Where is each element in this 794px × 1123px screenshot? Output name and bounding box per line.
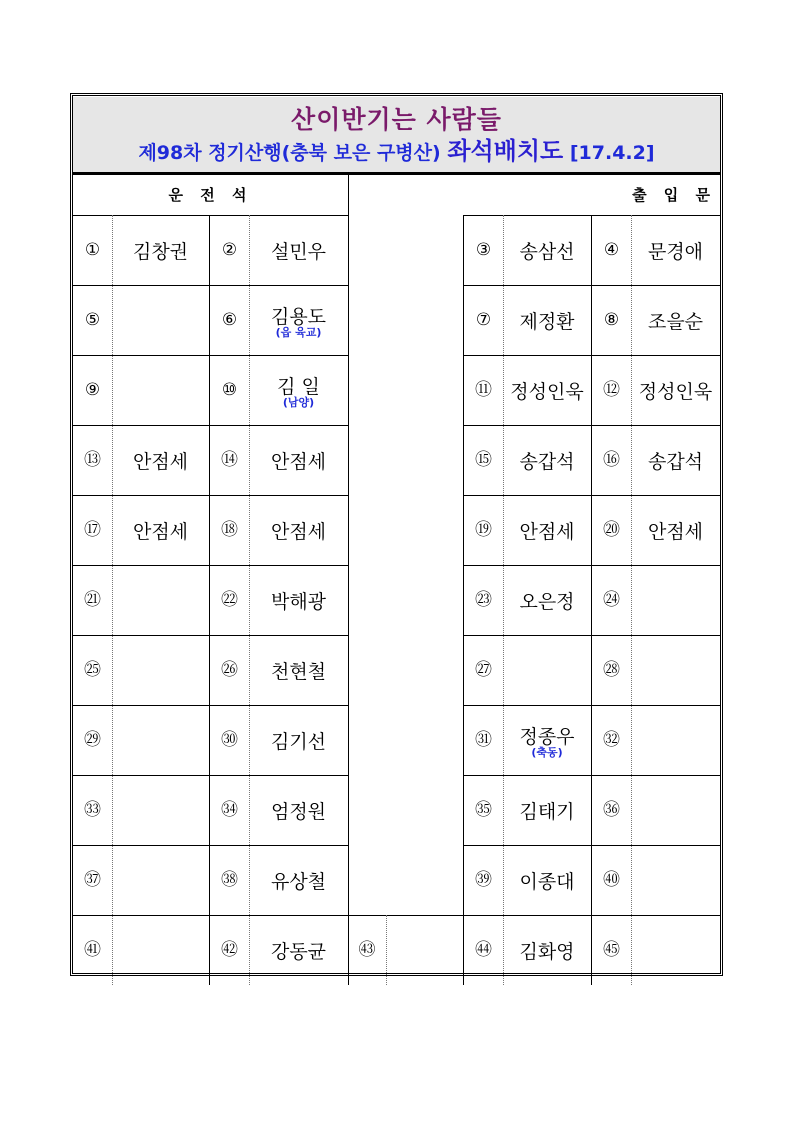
seat-number: ④: [603, 240, 620, 260]
passenger-name: 김기선: [270, 730, 327, 753]
entrance-door-label: 출 입 문: [632, 186, 716, 204]
passenger-name: 안점세: [132, 450, 189, 473]
passenger-name: 송갑석: [647, 450, 704, 473]
seat-cell: [112, 355, 209, 425]
seat-cell: [249, 215, 348, 285]
seat-cell: [249, 565, 348, 635]
chart-header: [73, 97, 720, 174]
seat-number: ㊳: [221, 870, 238, 890]
seat-cell: [503, 775, 591, 845]
seat-number: ㉕: [84, 660, 101, 680]
seat-number: ㊸: [358, 940, 376, 960]
header-divider: [73, 174, 720, 175]
seat-cell: [631, 355, 720, 425]
seat-cell: [631, 425, 720, 495]
seat-number: ㉟: [475, 800, 492, 820]
seat-number: ⑤: [84, 310, 101, 330]
club-title: 산이반기는 사람들: [291, 105, 502, 134]
seat-cell: [503, 845, 591, 915]
passenger-name: 안점세: [270, 450, 327, 473]
seat-cell: [249, 425, 348, 495]
pickup-location-note: (남양): [282, 395, 315, 409]
seat-number: ㉛: [475, 730, 492, 750]
seat-number: ③: [475, 240, 492, 260]
seat-cell: [631, 495, 720, 565]
seat-cell: [631, 215, 720, 285]
passenger-name: 안점세: [519, 520, 575, 543]
seat-cell: [503, 425, 591, 495]
seat-cell: [503, 285, 591, 355]
seat-cell: [112, 845, 209, 915]
seat-cell: [503, 215, 591, 285]
seat-number: ㉖: [221, 660, 238, 680]
seat-cell: [249, 635, 348, 705]
aisle-left-border: [348, 174, 349, 985]
passenger-name: 김창권: [132, 240, 189, 263]
seat-number: ㊹: [475, 940, 492, 960]
seat-number: ㉞: [221, 800, 238, 820]
seat-number: ⑭: [221, 450, 238, 470]
seat-cell: [112, 495, 209, 565]
seat-cell: [112, 285, 209, 355]
driver-seat-label: 운 전 석: [168, 186, 253, 204]
seat-number: ㊶: [84, 940, 101, 960]
seat-number: ㊱: [603, 800, 620, 820]
passenger-name: 김태기: [519, 800, 575, 823]
seat-number: ㊺: [603, 940, 620, 960]
seat-cell: [503, 635, 591, 705]
seat-number: ㊵: [603, 870, 620, 890]
seat-number: ⑱: [221, 520, 238, 540]
passenger-name: 안점세: [270, 520, 327, 543]
seat-cell: [112, 215, 209, 285]
passenger-name: 정성인욱: [510, 380, 584, 403]
seat-number: ㊴: [475, 870, 492, 890]
pickup-location-note: (읍 육교): [275, 325, 322, 339]
seat-number: ㉑: [84, 590, 101, 610]
seat-cell: [249, 915, 348, 985]
seat-cell: [249, 355, 348, 425]
seat-number: ⑲: [475, 520, 492, 540]
seat-number: ⑳: [603, 520, 620, 540]
passenger-name: 송삼선: [519, 240, 575, 263]
seat-number: ⑦: [475, 310, 492, 330]
seat-cell: [249, 285, 348, 355]
seat-number: ⑯: [603, 450, 620, 470]
seat-cell: [112, 565, 209, 635]
seating-chart-label: 좌석배치도: [447, 137, 564, 165]
seat-number: ㉝: [84, 800, 101, 820]
seat-number: ⑩: [221, 380, 238, 400]
passenger-name: 김 일: [277, 375, 320, 398]
passenger-name: 오은정: [519, 590, 575, 613]
seat-number: ⑬: [84, 450, 101, 470]
seat-number: ㊲: [84, 870, 101, 890]
passenger-name: 설민우: [270, 240, 327, 263]
seat-number: ①: [84, 240, 101, 260]
seat-cell: [631, 285, 720, 355]
passenger-name: 안점세: [647, 520, 704, 543]
passenger-name: 김화영: [519, 940, 575, 963]
passenger-name: 김용도: [270, 305, 327, 328]
seat-number: ②: [221, 240, 238, 260]
seat-cell: [631, 775, 720, 845]
seat-cell: [631, 705, 720, 775]
seat-cell: [249, 775, 348, 845]
passenger-name: 이종대: [519, 870, 575, 893]
seat-number: ⑮: [475, 450, 492, 470]
seat-cell: [503, 495, 591, 565]
seat-number: ⑧: [603, 310, 620, 330]
seat-number: ㊷: [221, 940, 238, 960]
event-name: 제98차 정기산행(충북 보은 구병산): [138, 142, 448, 164]
seat-cell: [112, 775, 209, 845]
seat-cell: [631, 845, 720, 915]
seat-number: ⑰: [84, 520, 101, 540]
seat-number: ㉗: [475, 660, 492, 680]
passenger-name: 안점세: [132, 520, 189, 543]
passenger-name: 조을순: [647, 310, 704, 333]
seat-number: ㉔: [603, 590, 620, 610]
seat-cell: [631, 565, 720, 635]
seat-cell: [503, 915, 591, 985]
passenger-name: 정종우: [519, 725, 575, 748]
seat-number: ⑨: [84, 380, 101, 400]
pickup-location-note: (축동): [531, 745, 563, 759]
seat-cell: [112, 705, 209, 775]
seat-number: ⑥: [221, 310, 238, 330]
seat-cell: [631, 915, 720, 985]
seat-cell: [249, 705, 348, 775]
event-subtitle: [73, 131, 720, 166]
seat-cell: [112, 635, 209, 705]
seat-cell: [112, 915, 209, 985]
seat-number: ㉜: [603, 730, 620, 750]
passenger-name: 박해광: [270, 590, 327, 613]
seat-cell: [249, 845, 348, 915]
seat-number: ㉘: [603, 660, 620, 680]
seat-cell: [112, 425, 209, 495]
seat-number: ⑪: [475, 380, 492, 400]
seat-number: ㉓: [475, 590, 492, 610]
seat-cell: [503, 705, 591, 775]
passenger-name: 제정환: [519, 310, 575, 333]
seat-cell: [386, 915, 463, 985]
seat-cell: [631, 635, 720, 705]
passenger-name: 유상철: [270, 870, 327, 893]
seat-number: ⑫: [603, 380, 620, 400]
seat-number: ㉒: [221, 590, 238, 610]
seat-cell: [249, 495, 348, 565]
seat-number: ㉙: [84, 730, 101, 750]
passenger-name: 천현철: [270, 660, 327, 683]
seat-number: ㉚: [221, 730, 238, 750]
seat-cell: [503, 565, 591, 635]
passenger-name: 엄정원: [270, 800, 327, 823]
event-date: [17.4.2]: [563, 142, 655, 164]
passenger-name: 정성인욱: [638, 380, 713, 403]
seat-cell: [503, 355, 591, 425]
passenger-name: 강동균: [270, 940, 327, 963]
passenger-name: 송갑석: [519, 450, 575, 473]
passenger-name: 문경애: [647, 240, 704, 263]
